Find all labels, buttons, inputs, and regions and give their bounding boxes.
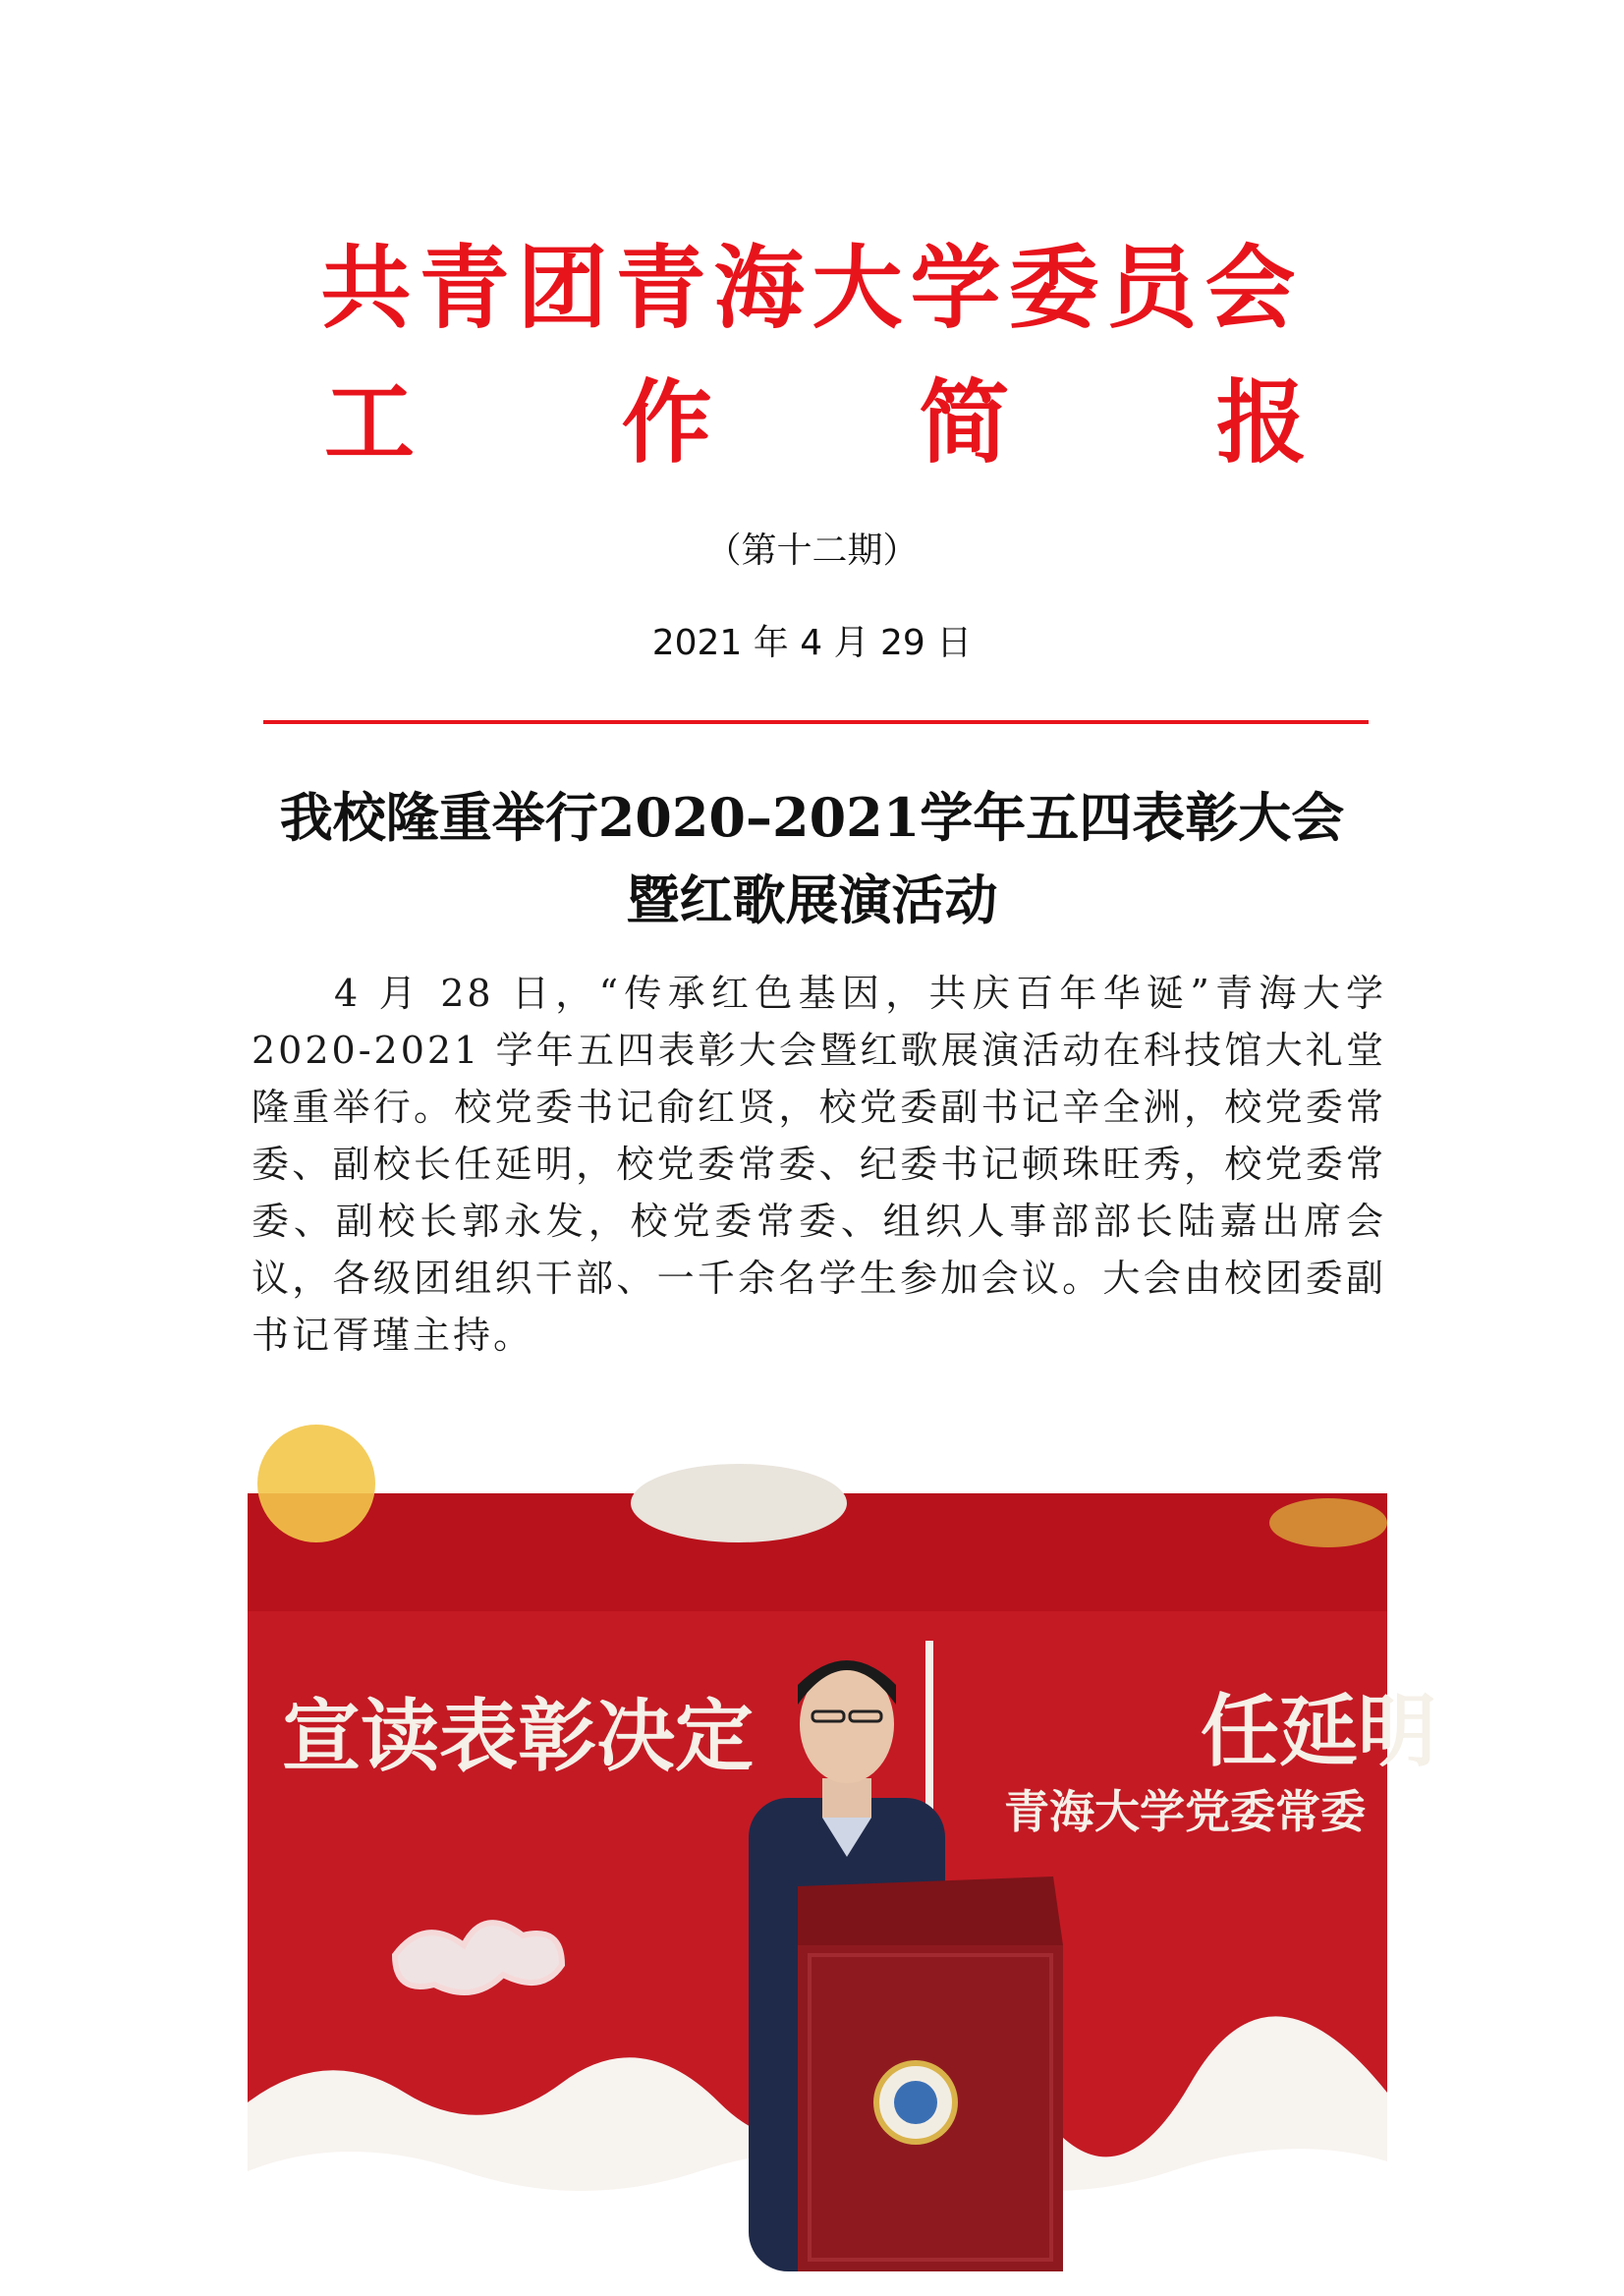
masthead-subtitle [324,368,1307,476]
masthead-subtitle-char: 报 [1215,369,1307,476]
masthead-title: 共青团青海大学委员会 [320,235,1304,341]
masthead-subtitle-char: 作 [621,369,712,476]
masthead-subtitle-char: 工 [324,369,416,476]
masthead-subtitle-char: 简 [919,369,1010,476]
issue-number: （第十二期） [705,531,919,571]
backdrop-text-left: 宣读表彰决定 [282,1690,754,1782]
headline-line-1: 我校隆重举行2020–2021学年五四表彰大会 [279,786,1345,849]
event-photo [248,1493,1436,2271]
red-divider [263,720,1369,724]
article-body: 4 月 28 日，“传承红色基因，共庆百年华诞”青海大学 2020-2021 学年五四表彰大会暨红歌展演活动在科技馆大礼堂隆重举行。校党委书记俞红贤，校党委副书记辛全洲，校党委常委、副校长任延明，校党委常委、纪委书记顿珠旺秀，校党委常委、副校长郭永发，校党委常委、组织人事部部长陆嘉出席会议，各级团组织干部、一千余名学生参加会议。大会由校团委副书记胥瑾主持。 [252,972,1386,1357]
article-headline [196,776,1428,941]
podium [798,1876,1063,2271]
issue-date: 2021 年 4 月 29 日 [651,623,973,663]
headline-line-2: 暨红歌展演活动 [626,868,998,931]
cloud-ornament [395,1923,562,1992]
backdrop-text-right: 任延明 [1201,1685,1436,1777]
backdrop-subtext: 青海大学党委常委 [1004,1785,1366,1838]
